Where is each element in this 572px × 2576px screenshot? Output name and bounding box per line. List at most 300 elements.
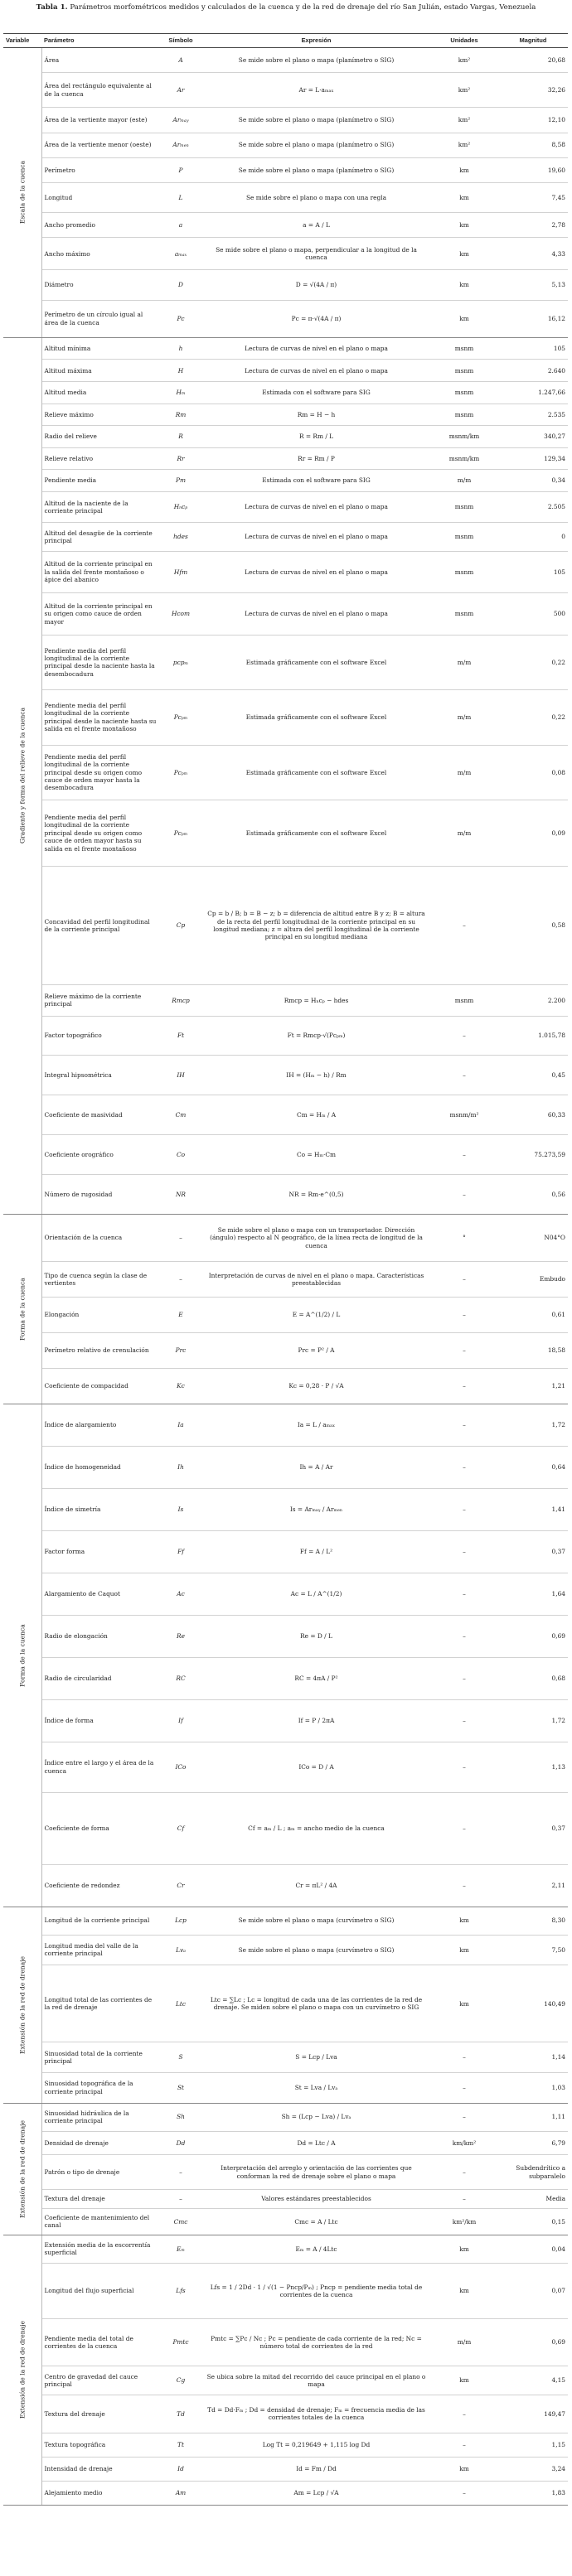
magnitude-cell: 1,03 [498,2073,568,2104]
parameter-cell: Altitud media [41,382,159,404]
parameter-cell: Área de la vertiente menor (oeste) [41,133,159,157]
units-cell: msnm [430,360,498,382]
magnitude-cell: 0,37 [498,1530,568,1573]
table-row [3,2189,568,2208]
expression-cell: Ia = L / aₘₐₓ [202,1404,430,1446]
parameter-cell: Diámetro [41,270,159,300]
symbol-cell: Pc [159,300,202,337]
table-row [3,635,568,689]
units-cell: msnm [430,523,498,552]
magnitude-cell: 1,11 [498,2103,568,2131]
table-title [8,3,564,12]
units-cell: – [430,1446,498,1488]
parameter-cell: Área del rectángulo equivalente al de la cuenca [41,73,159,108]
symbol-cell: S [159,2042,202,2073]
table-row [3,1907,568,1935]
units-cell: km² [430,48,498,73]
expression-cell: Ltc = ∑Lc ; Lc = longitud de cada una de las corrientes de la red de drenaje. Se miden sobre el plano o mapa con un curvímetro o SIG [202,1965,430,2042]
units-cell: km [430,182,498,212]
expression-cell: Se ubica sobre la mitad del recorrido del cauce principal en el plano o mapa [202,2366,430,2395]
parameter-cell: Índice de homogeneidad [41,1446,159,1488]
variable-group-label: Forma de la cuenca [18,1623,27,1687]
table-row [3,1262,568,1298]
magnitude-cell: 5,13 [498,270,568,300]
table-row [3,1530,568,1573]
units-cell: m/m [430,745,498,800]
symbol-cell: Rmcp [159,985,202,1016]
symbol-cell: Hₘ [159,382,202,404]
table-row [3,337,568,360]
units-cell: – [430,1404,498,1446]
expression-cell: Is = Arₘₐᵧ / Arₘₑₙ [202,1488,430,1530]
magnitude-cell: 1.015,78 [498,1016,568,1056]
table-row [3,1615,568,1657]
expression-cell: Lectura de curvas de nivel en el plano o mapa [202,491,430,522]
symbol-cell: Ia [159,1404,202,1446]
expression-cell: Se mide sobre el plano o mapa (curvímetro o SIG) [202,1907,430,1935]
units-cell: km² [430,73,498,108]
table-row [3,1095,568,1135]
magnitude-cell: 0,68 [498,1657,568,1699]
parameter-cell: Índice entre el largo y el área de la cuenca [41,1742,159,1792]
parameter-cell: Centro de gravedad del cauce principal [41,2366,159,2395]
parameter-cell: Extensión media de la escorrentía superficial [41,2235,159,2264]
symbol-cell: Hcom [159,593,202,636]
parameter-cell: Radio de circularidad [41,1657,159,1699]
header-unidades: Unidades [430,34,498,48]
magnitude-cell: 12,10 [498,108,568,133]
units-cell: km [430,1907,498,1935]
expression-cell: Log Tt = 0,219649 + 1,115 log Dd [202,2433,430,2458]
table-row [3,2209,568,2235]
parameter-cell: Textura del drenaje [41,2395,159,2433]
table-row [3,1699,568,1742]
expression-cell: Td = Dd·Fₘ ; Dd = densidad de drenaje; Fₘ = frecuencia media de las corrientes totales de la cuenca [202,2395,430,2433]
symbol-cell: Arₘₑₙ [159,133,202,157]
table-row [3,551,568,593]
variable-group-cell [3,48,41,338]
magnitude-cell: 7,45 [498,182,568,212]
parameter-cell: Radio del relieve [41,426,159,448]
parameter-cell: Pendiente media del total de corrientes de la cuenca [41,2318,159,2366]
magnitude-cell: 0,15 [498,2209,568,2235]
units-cell: msnm [430,337,498,360]
parameter-cell: Pendiente media del perfil longitudinal de la corriente principal desde la naciente hasta su salida en el frente montañoso [41,690,159,745]
magnitude-cell: 0,22 [498,690,568,745]
parameter-cell: Factor topográfico [41,1016,159,1056]
units-cell: – [430,2073,498,2104]
symbol-cell: Prc [159,1332,202,1368]
table-row [3,1214,568,1261]
table-row [3,213,568,238]
symbol-cell: Pmtc [159,2318,202,2366]
magnitude-cell: 1,72 [498,1699,568,1742]
magnitude-cell: 20,68 [498,48,568,73]
magnitude-cell: 105 [498,551,568,593]
symbol-cell: h [159,337,202,360]
units-cell: msnm/km [430,447,498,470]
table-row [3,1297,568,1332]
units-cell: km [430,2264,498,2318]
symbol-cell: Eₘ [159,2235,202,2264]
symbol-cell: P [159,157,202,182]
symbol-cell: L [159,182,202,212]
expression-cell: Rmcp = Hₙcₚ − hdes [202,985,430,1016]
units-cell: msnm [430,491,498,522]
units-cell: – [430,1864,498,1907]
magnitude-cell: 1,15 [498,2433,568,2458]
units-cell: km [430,2366,498,2395]
table-row [3,593,568,636]
units-cell: km [430,270,498,300]
expression-cell: If = P / 2πA [202,1699,430,1742]
expression-cell: R = Rm / L [202,426,430,448]
header-simbolo: Símbolo [159,34,202,48]
units-cell: ° [430,1214,498,1261]
parameter-cell: Alejamiento medio [41,2481,159,2505]
table-row [3,2235,568,2264]
expression-cell: Estimada gráficamente con el software Excel [202,745,430,800]
expression-cell: Cr = πL² / 4A [202,1864,430,1907]
expression-cell: Se mide sobre el plano o mapa, perpendicular a la longitud de la cuenca [202,238,430,270]
symbol-cell: – [159,1262,202,1298]
symbol-cell: pcpₘ [159,635,202,689]
units-cell: km [430,1965,498,2042]
table-row [3,404,568,426]
magnitude-cell: Subdendrítico a subparalelo [498,2155,568,2190]
expression-cell: Se mide sobre el plano o mapa (planímetro o SIG) [202,133,430,157]
symbol-cell: If [159,1699,202,1742]
parameter-cell: Intensidad de drenaje [41,2457,159,2481]
parameter-cell: Coeficiente de mantenimiento del canal [41,2209,159,2235]
variable-group-cell [3,2235,41,2505]
symbol-cell: – [159,2155,202,2190]
expression-cell: Valores estándares preestablecidos [202,2189,430,2208]
parameter-cell: Área de la vertiente mayor (este) [41,108,159,133]
units-cell: m/m [430,690,498,745]
expression-cell: Lectura de curvas de nivel en el plano o mapa [202,337,430,360]
expression-cell: Estimada gráficamente con el software Excel [202,635,430,689]
header-variable: Variable [3,34,41,48]
symbol-cell: Hfm [159,551,202,593]
parameter-cell: Factor forma [41,1530,159,1573]
table-row [3,1135,568,1175]
expression-cell: Co = Hₘ·Cm [202,1135,430,1175]
units-cell: km/km² [430,2131,498,2155]
table-row [3,1742,568,1792]
magnitude-cell: 1,64 [498,1573,568,1615]
table-row [3,1935,568,1965]
parameter-cell: Altitud de la corriente principal en su origen como cauce de orden mayor [41,593,159,636]
units-cell: – [430,1297,498,1332]
expression-cell: Lectura de curvas de nivel en el plano o mapa [202,551,430,593]
table-row [3,2155,568,2190]
expression-cell: E = A^(1/2) / L [202,1297,430,1332]
magnitude-cell: 0,08 [498,745,568,800]
symbol-cell: RC [159,1657,202,1699]
table-row [3,2042,568,2073]
parameter-cell: Ancho máximo [41,238,159,270]
table-row [3,1864,568,1907]
parameter-cell: Alargamiento de Caquot [41,1573,159,1615]
table-row [3,1404,568,1446]
variable-group-label: Gradiente y forma del relieve de la cuenca [18,708,27,844]
magnitude-cell: 105 [498,337,568,360]
magnitude-cell: 0,22 [498,635,568,689]
magnitude-cell: 0,69 [498,2318,568,2366]
symbol-cell: Pcₚₘ [159,690,202,745]
units-cell: msnm [430,382,498,404]
table-row [3,1174,568,1214]
expression-cell: Cm = Hₘ / A [202,1095,430,1135]
parameter-cell: Área [41,48,159,73]
variable-group-label: Forma de la cuenca [18,1277,27,1341]
units-cell: – [430,1135,498,1175]
units-cell: – [430,2103,498,2131]
symbol-cell: Td [159,2395,202,2433]
parameter-cell: Altitud del desagüe de la corriente principal [41,523,159,552]
parameter-cell: Altitud mínima [41,337,159,360]
parameter-cell: Longitud de la corriente principal [41,1907,159,1935]
expression-cell: Interpretación del arreglo y orientación de las corrientes que conforman la red de drenaje sobre el plano o mapa [202,2155,430,2190]
magnitude-cell: 129,34 [498,447,568,470]
symbol-cell: Dd [159,2131,202,2155]
magnitude-cell: Media [498,2189,568,2208]
header-row [3,34,568,48]
symbol-cell: Cmc [159,2209,202,2235]
expression-cell: ICo = D / A [202,1742,430,1792]
parameter-cell: Relieve máximo [41,404,159,426]
table-row [3,2366,568,2395]
symbol-cell: aₘₐₓ [159,238,202,270]
parameter-cell: Longitud del flujo superficial [41,2264,159,2318]
table-row [3,800,568,867]
units-cell: msnm/m² [430,1095,498,1135]
table-row [3,108,568,133]
table-row [3,1446,568,1488]
symbol-cell: H [159,360,202,382]
parameter-cell: Índice de forma [41,1699,159,1742]
table-row [3,470,568,492]
magnitude-cell: 0,61 [498,1297,568,1332]
parameter-cell: Coeficiente orográfico [41,1135,159,1175]
units-cell: msnm/km [430,426,498,448]
units-cell: msnm [430,551,498,593]
magnitude-cell: 18,58 [498,1332,568,1368]
parameter-cell: Altitud de la corriente principal en la salida del frente montañoso o ápice del abanico [41,551,159,593]
magnitude-cell: 0,34 [498,470,568,492]
table-row [3,48,568,73]
table-row [3,2264,568,2318]
parameter-cell: Índice de alargamiento [41,1404,159,1446]
parameter-cell: Pendiente media del perfil longitudinal de la corriente principal desde su origen como cauce de orden mayor hasta la desembocadura [41,745,159,800]
expression-cell: Pmtc = ∑Pc / Nc ; Pc = pendiente de cada corriente de la red; Nc = número total de corrientes de la red [202,2318,430,2366]
magnitude-cell: 6,79 [498,2131,568,2155]
expression-cell: Se mide sobre el plano o mapa (planímetro o SIG) [202,48,430,73]
symbol-cell: Lcp [159,1907,202,1935]
symbol-cell: Cp [159,866,202,985]
parameter-cell: Patrón o tipo de drenaje [41,2155,159,2190]
magnitude-cell: 8,30 [498,1907,568,1935]
parameter-cell: Índice de simetría [41,1488,159,1530]
table-row [3,1657,568,1699]
variable-group-cell [3,1214,41,1404]
parameter-cell: Orientación de la cuenca [41,1214,159,1261]
magnitude-cell: 0,07 [498,2264,568,2318]
magnitude-cell: 1,72 [498,1404,568,1446]
parameter-cell: Concavidad del perfil longitudinal de la corriente principal [41,866,159,985]
magnitude-cell: 1.247,66 [498,382,568,404]
table-row [3,426,568,448]
table-row [3,238,568,270]
symbol-cell: Lvₐ [159,1935,202,1965]
parameter-cell: Sinuosidad total de la corriente principal [41,2042,159,2073]
magnitude-cell: 4,15 [498,2366,568,2395]
parameter-cell: Coeficiente de masividad [41,1095,159,1135]
magnitude-cell: 1,14 [498,2042,568,2073]
parameter-cell: Sinuosidad topográfica de la corriente principal [41,2073,159,2104]
variable-group-cell [3,1907,41,2103]
data-table [3,33,568,2506]
units-cell: m/m [430,800,498,867]
expression-cell: Re = D / L [202,1615,430,1657]
expression-cell: Interpretación de curvas de nivel en el plano o mapa. Características preestablecidas [202,1262,430,1298]
expression-cell: Se mide sobre el plano o mapa (planímetro o SIG) [202,108,430,133]
magnitude-cell: 7,50 [498,1935,568,1965]
units-cell: km [430,1935,498,1965]
expression-cell: Kc = 0,28 · P / √A [202,1368,430,1404]
parameter-cell: Perímetro de un círculo igual al área de la cuenca [41,300,159,337]
magnitude-cell: 0,64 [498,1446,568,1488]
parameter-cell: Relieve relativo [41,447,159,470]
symbol-cell: Rr [159,447,202,470]
expression-cell: IH = (Hₘ − h) / Rm [202,1056,430,1095]
symbol-cell: Ac [159,1573,202,1615]
units-cell: m/m [430,470,498,492]
symbol-cell: A [159,48,202,73]
expression-cell: Cp = b / B; b = B − z; b = diferencia de altitud entre B y z; B = altura de la recta del perfil longitudinal de la corriente principal en su longitud mediana; z = altura del perfil longitudinal de la corriente principal en su longitud mediana [202,866,430,985]
expression-cell: Estimada con el software para SIG [202,382,430,404]
table-caption: Parámetros morfométricos medidos y calculados de la cuenca y de la red de drenaje del río San Julián, estado Vargas, Venezuela [70,3,536,12]
magnitude-cell: 60,33 [498,1095,568,1135]
table-row [3,690,568,745]
magnitude-cell: 0,04 [498,2235,568,2264]
variable-group-label: Extensión de la red de drenaje [18,2119,27,2218]
magnitude-cell: 2.535 [498,404,568,426]
units-cell: – [430,2395,498,2433]
variable-group-label: Escala de la cuenca [18,161,27,225]
symbol-cell: Am [159,2481,202,2505]
magnitude-cell: 75.273,59 [498,1135,568,1175]
expression-cell: Pc = π·√(4A / π) [202,300,430,337]
symbol-cell: St [159,2073,202,2104]
parameter-cell: Pendiente media del perfil longitudinal de la corriente principal desde su origen como cauce de orden mayor hasta su salida en el frente montañoso [41,800,159,867]
units-cell: – [430,866,498,985]
symbol-cell: Kc [159,1368,202,1404]
units-cell: km² [430,133,498,157]
table-row [3,73,568,108]
units-cell: – [430,1615,498,1657]
symbol-cell: Hₙcₚ [159,491,202,522]
symbol-cell: D [159,270,202,300]
units-cell: km [430,238,498,270]
expression-cell: St = Lva / Lvₐ [202,2073,430,2104]
units-cell: – [430,1657,498,1699]
units-cell: km [430,2457,498,2481]
table-row [3,2395,568,2433]
symbol-cell: – [159,1214,202,1261]
units-cell: – [430,1530,498,1573]
units-cell: msnm [430,404,498,426]
symbol-cell: IH [159,1056,202,1095]
units-cell: km [430,2235,498,2264]
magnitude-cell: 149,47 [498,2395,568,2433]
table-label: Tabla 1. [36,3,68,12]
symbol-cell: Pm [159,470,202,492]
parameter-cell: Altitud máxima [41,360,159,382]
magnitude-cell: 0 [498,523,568,552]
parameter-cell: Perímetro relativo de crenulación [41,1332,159,1368]
units-cell: – [430,1016,498,1056]
units-cell: msnm [430,985,498,1016]
expression-cell: D = √(4A / π) [202,270,430,300]
variable-group-cell [3,2103,41,2235]
magnitude-cell: 8,58 [498,133,568,157]
table-row [3,2318,568,2366]
expression-cell: RC = 4πA / P² [202,1657,430,1699]
variable-group-label: Extensión de la red de drenaje [18,1955,27,2054]
parameter-cell: Integral hipsométrica [41,1056,159,1095]
units-cell: – [430,1368,498,1404]
units-cell: – [430,2433,498,2458]
symbol-cell: Re [159,1615,202,1657]
header-parametro: Parámetro [41,34,159,48]
magnitude-cell: Embudo [498,1262,568,1298]
symbol-cell: Cf [159,1793,202,1865]
units-cell: – [430,1699,498,1742]
magnitude-cell: 1,21 [498,1368,568,1404]
expression-cell: Ih = A / Ar [202,1446,430,1488]
parameter-cell: Textura del drenaje [41,2189,159,2208]
units-cell: – [430,2042,498,2073]
table-row [3,1488,568,1530]
table-row [3,2433,568,2458]
symbol-cell: Ltc [159,1965,202,2042]
parameter-cell: Coeficiente de forma [41,1793,159,1865]
magnitude-cell: 0,37 [498,1793,568,1865]
magnitude-cell: 16,12 [498,300,568,337]
units-cell: m/m [430,635,498,689]
parameter-cell: Textura topográfica [41,2433,159,2458]
magnitude-cell: 0,58 [498,866,568,985]
magnitude-cell: 500 [498,593,568,636]
table-row [3,133,568,157]
magnitude-cell: 19,60 [498,157,568,182]
units-cell: – [430,1056,498,1095]
units-cell: km² [430,108,498,133]
units-cell: km [430,300,498,337]
magnitude-cell: 32,26 [498,73,568,108]
table-row [3,1965,568,2042]
symbol-cell: – [159,2189,202,2208]
table-row [3,491,568,522]
table-row [3,1016,568,1056]
expression-cell: Se mide sobre el plano o mapa con un transportador. Dirección (ángulo) respecto al N geográfico, de la línea recta de longitud de la cuenca [202,1214,430,1261]
magnitude-cell: 4,33 [498,238,568,270]
symbol-cell: Id [159,2457,202,2481]
table-row [3,1056,568,1095]
variable-group-label: Extensión de la red de drenaje [18,2321,27,2419]
